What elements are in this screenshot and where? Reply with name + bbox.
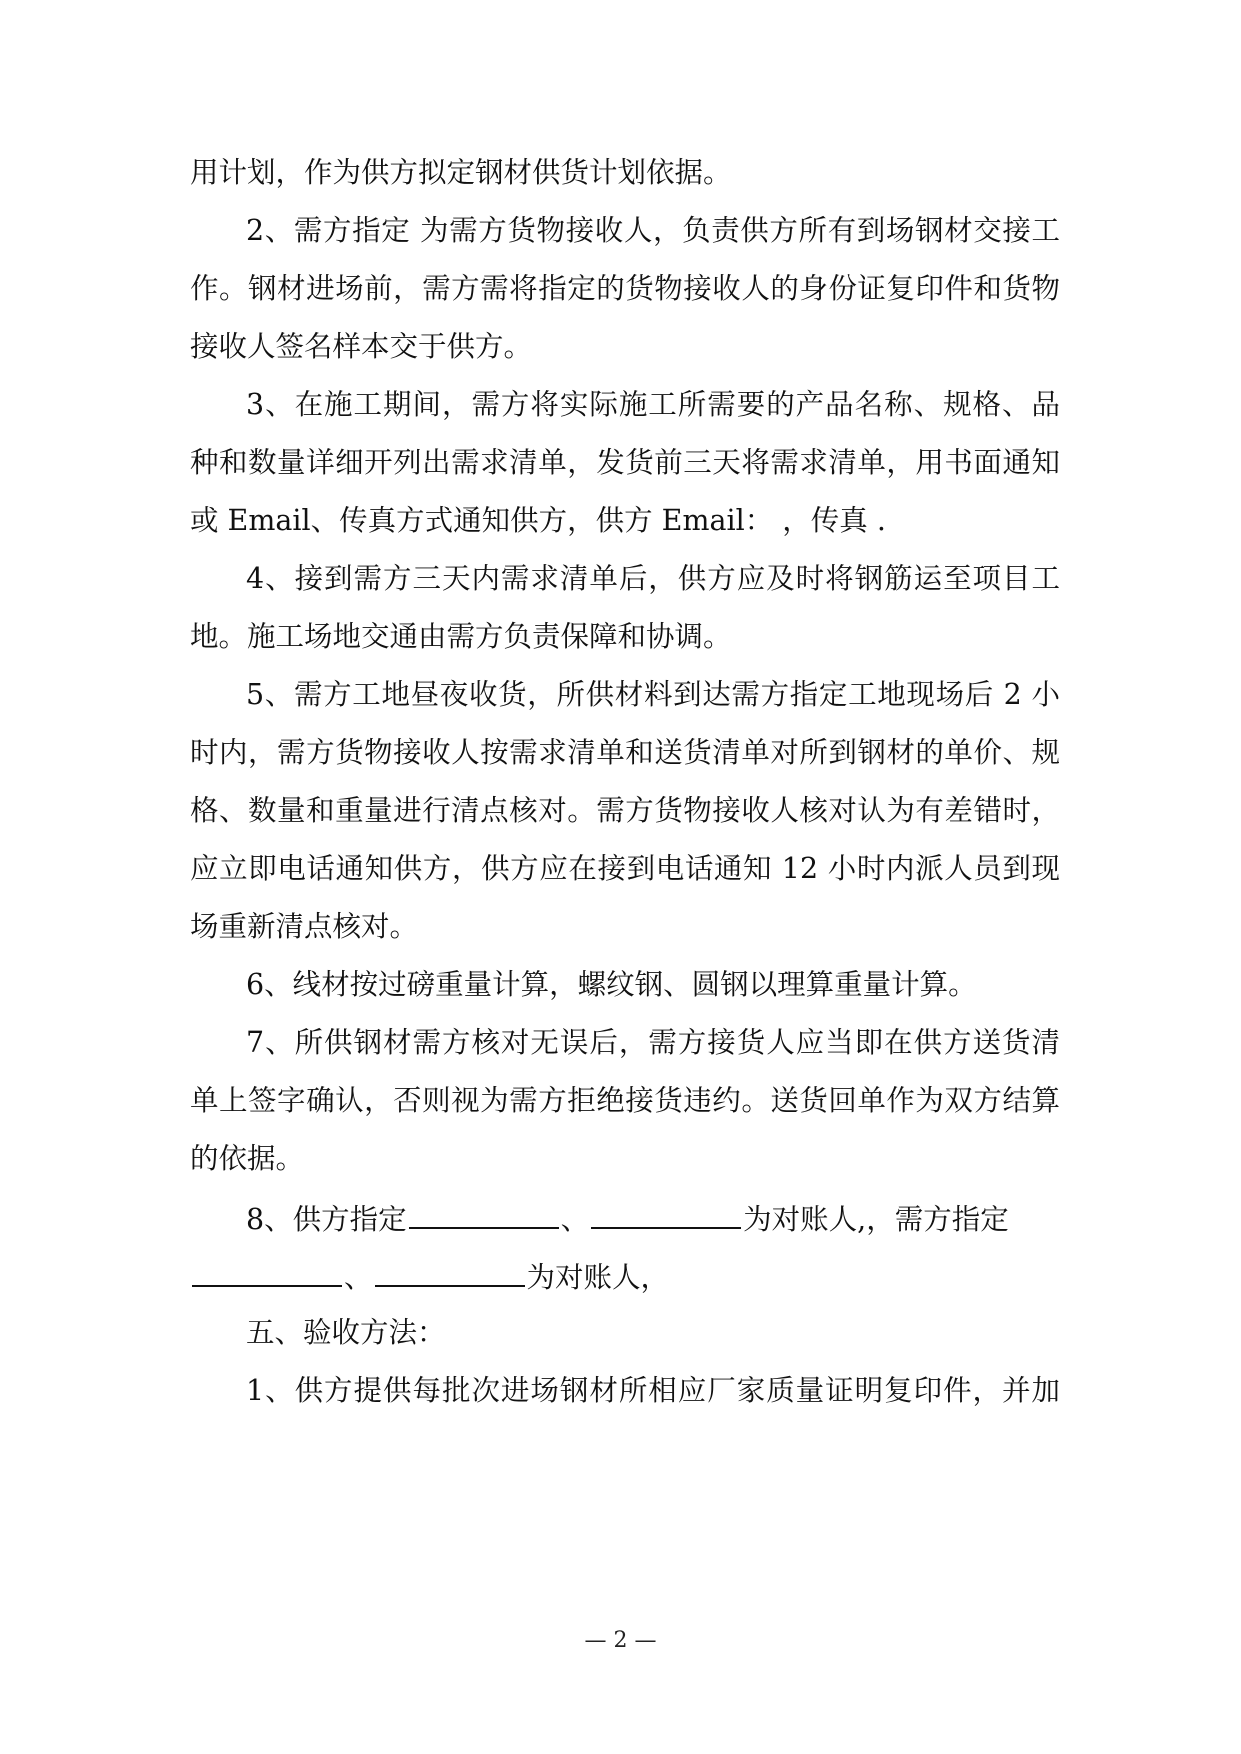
paragraph-line: 接收人签名样本交于供方。 bbox=[190, 330, 533, 363]
page-number: — 2 — bbox=[584, 1628, 657, 1653]
paragraph-line: 格、数量和重量进行清点核对。需方货物接收人核对认为有差错时， bbox=[190, 794, 1060, 827]
reconciler-line bbox=[190, 1255, 669, 1295]
section-heading: 五、验收方法： bbox=[246, 1316, 446, 1349]
reconciler-line bbox=[190, 1197, 1009, 1237]
paragraph-line: 场重新清点核对。 bbox=[190, 910, 419, 943]
paragraph-line: 6、线材按过磅重量计算，螺纹钢、圆钢以理算重量计算。 bbox=[246, 968, 977, 1001]
paragraph-line: 应立即电话通知供方，供方应在接到电话通知 12 小时内派人员到现 bbox=[190, 852, 1060, 885]
paragraph-line: 4、接到需方三天内需求清单后，供方应及时将钢筋运至项目工 bbox=[246, 562, 1060, 595]
paragraph-line: 1、供方提供每批次进场钢材所相应厂家质量证明复印件，并加 bbox=[246, 1374, 1060, 1407]
text-segment: 为对账人， bbox=[526, 1261, 670, 1294]
paragraph-line: 用计划，作为供方拟定钢材供货计划依据。 bbox=[190, 156, 732, 189]
text-segment: 8、供方指定 bbox=[246, 1203, 407, 1236]
fill-in-blank bbox=[192, 1255, 342, 1287]
paragraph-line: 7、所供钢材需方核对无误后，需方接货人应当即在供方送货清 bbox=[246, 1026, 1060, 1059]
paragraph-line: 时内，需方货物接收人按需求清单和送货清单对所到钢材的单价、规 bbox=[190, 736, 1060, 769]
text-segment: 为对账人,，需方指定 bbox=[743, 1203, 1009, 1236]
text-segment: 、 bbox=[560, 1203, 590, 1236]
paragraph-line: 5、需方工地昼夜收货，所供材料到达需方指定工地现场后 2 小 bbox=[246, 678, 1060, 711]
fill-in-blank bbox=[375, 1255, 525, 1287]
paragraph-line: 地。施工场地交通由需方负责保障和协调。 bbox=[190, 620, 732, 653]
fill-in-blank bbox=[591, 1197, 741, 1229]
paragraph-line: 单上签字确认，否则视为需方拒绝接货违约。送货回单作为双方结算 bbox=[190, 1084, 1060, 1117]
paragraph-line: 或 Email、传真方式通知供方，供方 Email： ，传真 . bbox=[190, 504, 886, 537]
text-segment: 、 bbox=[344, 1261, 373, 1294]
paragraph-line: 作。钢材进场前，需方需将指定的货物接收人的身份证复印件和货物 bbox=[190, 272, 1060, 305]
fill-in-blank bbox=[409, 1197, 559, 1229]
paragraph-line: 2、需方指定 为需方货物接收人，负责供方所有到场钢材交接工 bbox=[246, 214, 1060, 247]
paragraph-line: 3、在施工期间，需方将实际施工所需要的产品名称、规格、品 bbox=[246, 388, 1060, 421]
paragraph-line: 的依据。 bbox=[190, 1142, 305, 1175]
paragraph-line: 种和数量详细开列出需求清单，发货前三天将需求清单，用书面通知 bbox=[190, 446, 1060, 479]
